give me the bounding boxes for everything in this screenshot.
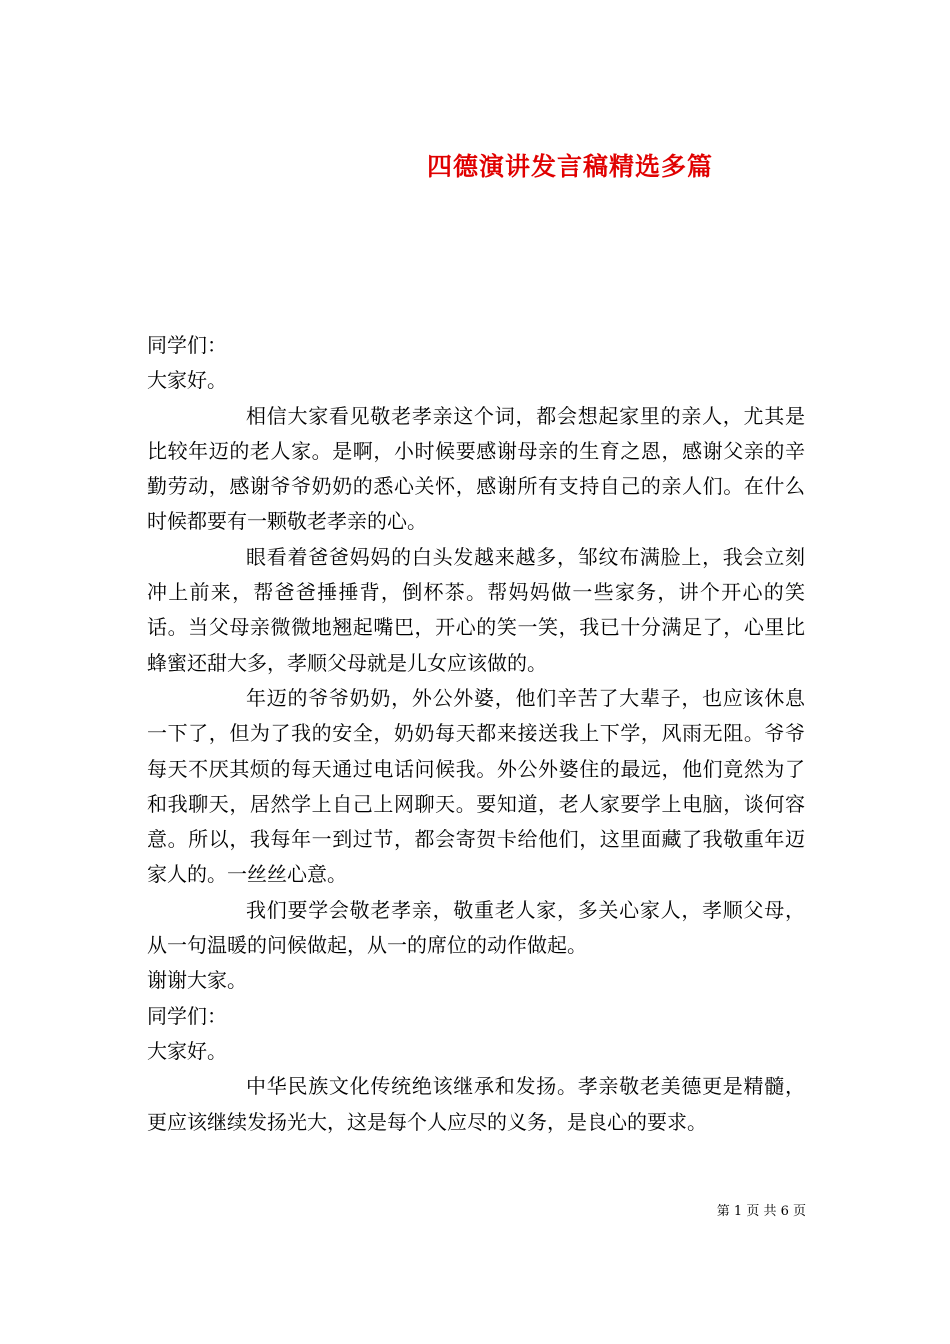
- thanks-paragraph: 谢谢大家。: [147, 968, 247, 993]
- hello-paragraph: 大家好。: [147, 368, 227, 393]
- body-paragraph: 年迈的爷爷奶奶，外公外婆，他们辛苦了大辈子，也应该休息一下了，但为了我的安全，奶奶每天都来接送我上下学，风雨无阻。爷爷每天不厌其烦的每天通过电话问候我。外公外婆住的最远，他们竟然为了和我聊天，居然学上自己上网聊天。要知道，老人家要学上电脑，谈何容意。所以，我每年一到过节，都会寄贺卡给他们，这里面藏了我敬重年迈家人的。一丝丝心意。: [147, 685, 805, 887]
- document-title: 四德演讲发言稿精选多篇: [426, 151, 713, 181]
- greeting-paragraph: 同学们：: [147, 333, 227, 357]
- hello-paragraph: 大家好。: [147, 1038, 227, 1063]
- body-paragraph: 我们要学会敬老孝亲，敬重老人家，多关心家人，孝顺父母，从一句温暖的问候做起，从一的席位的动作做起。: [147, 897, 805, 958]
- document-body: [147, 328, 805, 1140]
- body-paragraph: 中华民族文化传统绝该继承和发扬。孝亲敬老美德更是精髓，更应该继续发扬光大，这是每个人应尽的义务，是良心的要求。: [147, 1074, 805, 1134]
- body-paragraph: 眼看着爸爸妈妈的白头发越来越多，邹纹布满脸上，我会立刻冲上前来，帮爸爸捶捶背，倒杯茶。帮妈妈做一些家务，讲个开心的笑话。当父母亲微微地翘起嘴巴，开心的笑一笑，我已十分满足了，心里比蜂蜜还甜大多，孝顺父母就是儿女应该做的。: [147, 544, 805, 675]
- body-paragraph: 相信大家看见敬老孝亲这个词，都会想起家里的亲人，尤其是比较年迈的老人家。是啊，小时候要感谢母亲的生育之恩，感谢父亲的辛勤劳动，感谢爷爷奶奶的悉心关怀，感谢所有支持自己的亲人们。在什么时候都要有一颗敬老孝亲的心。: [147, 403, 805, 534]
- greeting-paragraph: 同学们：: [147, 1003, 227, 1028]
- page-indicator: 第 1 页 共 6 页: [716, 1204, 806, 1219]
